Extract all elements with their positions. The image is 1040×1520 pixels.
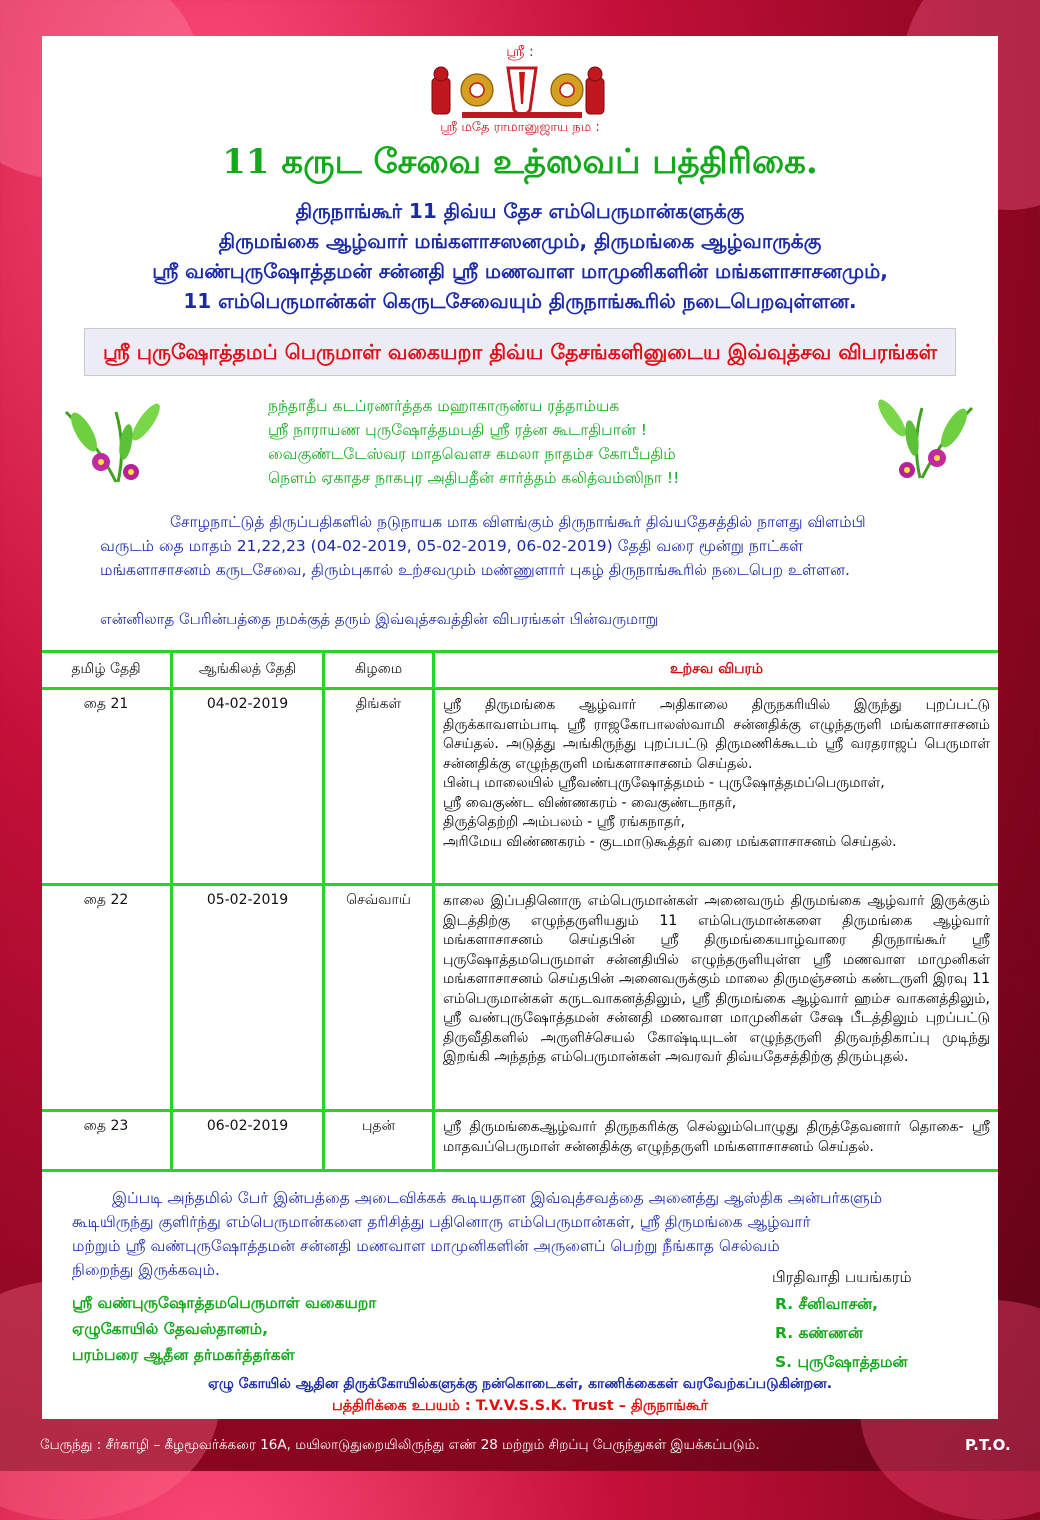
signature-line: ஸ்ரீ வண்புருஷோத்தமபெருமாள் வகையறா <box>72 1294 377 1312</box>
intro-line: 11 எம்பெருமான்கள் கெருடசேவையும் திருநாங்கூரில் நடைபெறவுள்ளன. <box>183 289 857 313</box>
table-header-row <box>42 652 998 689</box>
cell-details <box>434 1111 999 1171</box>
intro-line: ஸ்ரீ வண்புருஷோத்தமன் சன்னதி ஸ்ரீ மணவாள மாமுனிகளின் மங்களாசாசனமும், <box>152 259 888 283</box>
sponsor-note: பத்திரிக்கை உபயம் : T.V.V.S.S.K. Trust – திருநாங்கூர் <box>331 1398 709 1414</box>
schedule-table <box>42 650 998 1172</box>
paragraph-line: இப்படி அந்தமில் பேர் இன்பத்தை அடைவிக்கக் கூடியதான இவ்வுத்சவத்தை அனைத்து ஆஸ்திக அன்பர்களும் <box>112 1189 883 1207</box>
cell-day: புதன் <box>324 1111 434 1171</box>
intro-lines <box>42 196 998 316</box>
bus-info: பேருந்து : சீர்காழி – கீழமூவர்க்கரை 16A, மயிலாடுதுறையிலிருந்து எண் 28 மற்றும் சிறப்பு பேருந்துகள் இயக்கப்படும். <box>40 1437 760 1453</box>
sloka-line: வைகுண்டடேஸ்வர மாதவௌச கமலா நாதம்ச கோபீபதிம் <box>268 445 676 463</box>
pto-label: P.T.O. <box>965 1436 1011 1454</box>
cell-details <box>434 689 999 885</box>
details-text: ஸ்ரீ திருமங்கை ஆழ்வார் அதிகாலை திருநகரியில் இருந்து புறப்பட்டு திருக்காவளம்பாடி ஸ்ரீ ராஜகோபாலஸ்வாமி சன்னதிக்கு எழுந்தருளி மங்களாசாசனம் செய்தல். அடுத்து அங்கிருந்து புறப்பட்டு திருமணிக்கூடம் ஸ்ரீ வரதராஜப் பெருமாள் சன்னதிக்கு எழுந்தருளி மங்களாசாசனம் செய்தல். <box>443 697 990 772</box>
details-list-item: திருத்தெற்றி அம்பலம் - ஸ்ரீ ரங்கநாதர், <box>443 814 685 830</box>
details-text: ஸ்ரீ திருமங்கைஆழ்வார் திருநகரிக்கு செல்லும்பொழுது திருத்தேவனார் தொகை- ஸ்ரீ மாதவப்பெருமாள் சன்னதிக்கு எழுந்தருளி மங்களாசாசனம் செய்தல். <box>443 1119 990 1155</box>
details-list-item: பின்பு மாலையில் ஸ்ரீவண்புருஷோத்தமம் - புருஷோத்தமப்பெருமாள், <box>443 775 885 791</box>
signatory-title: பிரதிவாதி பயங்கரம் <box>772 1268 912 1286</box>
cell-english-date: 06-02-2019 <box>172 1111 324 1171</box>
invitation-card <box>42 36 998 1419</box>
announcement-paragraph <box>100 510 950 582</box>
header-english-date: ஆங்கிலத் தேதி <box>172 652 324 689</box>
sloka-line: நந்தாதீப கடப்ரணர்த்தக மஹாகாருண்ய ரத்தாம்யக <box>268 397 620 415</box>
donation-note: ஏழு கோயில் ஆதின திருக்கோயில்களுக்கு நன்கொடைகள், காணிக்கைகள் வரவேற்கப்படுகின்றன. <box>207 1376 833 1392</box>
cell-english-date: 04-02-2019 <box>172 689 324 885</box>
table-row <box>42 885 998 1111</box>
cell-english-date: 05-02-2019 <box>172 885 324 1111</box>
cell-day: செவ்வாய் <box>324 885 434 1111</box>
cell-details <box>434 885 999 1111</box>
paragraph-line: மங்களாசாசனம் கருடசேவை, திரும்புகால் உற்சவமும் மண்ணுளார் புகழ் திருநாங்கூரில் நடைபெற உள்ளன. <box>100 561 850 579</box>
cell-day: திங்கள் <box>324 689 434 885</box>
cell-tamil-date: தை 21 <box>42 689 172 885</box>
intro-line: திருநாங்கூர் 11 திவ்ய தேச எம்பெருமான்களுக்கு <box>295 199 745 223</box>
paragraph-line: வருடம் தை மாதம் 21,22,23 (04-02-2019, 05-02-2019, 06-02-2019) தேதி வரை மூன்று நாட்கள் <box>100 537 804 555</box>
signature-line: ஏழுகோயில் தேவஸ்தானம், <box>72 1320 268 1338</box>
table-row <box>42 689 998 885</box>
intro-line: திருமங்கை ஆழ்வார் மங்களாசஸனமும், திருமங்கை ஆழ்வாருக்கு <box>218 229 822 253</box>
details-text: காலை இப்பதினொரு எம்பெருமான்கள் அனைவரும் திருமங்கை ஆழ்வார் இருக்கும் இடத்திற்கு எழுந்தருளியதும் 11 எம்பெருமான்களை திருமங்கை ஆழ்வார் மங்களாசாசனம் செய்தபின் ஸ்ரீ திருமங்கையாழ்வாரை திருநாங்கூர் ஸ்ரீ புருஷோத்தமபெருமாள் சன்னதியில் எழுந்தருளியுள்ள ஸ்ரீ மணவாள மாமுனிகள் மங்களாசாசனம் செய்தபின் அனைவருக்கும் மாலை திருமஞ்சனம் கண்டருளி இரவு 11 எம்பெருமான்கள் கருடவாகனத்திலும், ஸ்ரீ திருமங்கை ஆழ்வார் ஹம்ச வாகனத்திலும், ஸ்ரீ வண்புருஷோத்தமன் சன்னதி மணவாள மாமுனிகள் சேஷ பீடத்திலும் புறப்பட்டு திருவீதிகளில் அருளிச்செயல் கோஷ்டியுடன் எழுந்தருளி திருவந்திகாப்பு முடிந்து இறங்கி அந்தந்த எம்பெருமான்கள் அவரவர் திவ்யதேசத்திற்கு திரும்புதல். <box>443 893 990 1065</box>
signature-organization <box>72 1290 376 1368</box>
flower-left-icon <box>56 392 176 492</box>
invocation: ஸ்ரீ மதே ராமானுஜாய நம : <box>440 120 600 135</box>
header-details: உற்சவ விபரம் <box>434 652 999 689</box>
cell-tamil-date: தை 23 <box>42 1111 172 1171</box>
header-day: கிழமை <box>324 652 434 689</box>
paragraph-line: சோழநாட்டுத் திருப்பதிகளில் நடுநாயக மாக விளங்கும் திருநாங்கூர் திவ்யதேசத்தில் நாளது விளம்பி <box>170 513 866 531</box>
signatory-name: S. புருஷோத்தமன் <box>775 1353 908 1371</box>
details-banner: ஸ்ரீ புருஷோத்தமப் பெருமாள் வகையறா திவ்ய தேசங்களினுடைய இவ்வுத்சவ விபரங்கள் <box>84 328 956 376</box>
page-title: 11 கருட சேவை உத்ஸவப் பத்திரிகை. <box>222 142 818 182</box>
sloka-line: நௌம் ஏகாதச நாகபுர அதிபதீன் சார்த்தம் கலித்வம்ஸிநா !! <box>268 469 680 487</box>
table-row <box>42 1111 998 1171</box>
deity-emblems-icon <box>422 64 622 122</box>
details-list-item: ஸ்ரீ வைகுண்ட விண்ணகரம் - வைகுண்டநாதர், <box>443 794 737 811</box>
sloka-line: ஸ்ரீ நாராயண புருஷோத்தமபதி ஸ்ரீ ரத்ன கூடாதிபான் ! <box>268 421 647 439</box>
signatory-name: R. கண்ணன் <box>775 1324 863 1342</box>
signatory-name: R. சீனிவாசன், <box>775 1295 879 1313</box>
paragraph-line: கூடியிருந்து குளிர்ந்து எம்பெருமான்களை தரிசித்து பதினொரு எம்பெருமான்கள், ஸ்ரீ திருமங்கை ஆழ்வார் <box>72 1213 811 1231</box>
details-list-item: அரிமேய விண்ணகரம் - குடமாடுகூத்தர் வரை மங்களாசாசனம் செய்தல். <box>443 833 897 850</box>
cell-tamil-date: தை 22 <box>42 885 172 1111</box>
sloka <box>268 394 788 490</box>
paragraph-line: மற்றும் ஸ்ரீ வண்புருஷோத்தமன் சன்னதி மணவாள மாமுனிகளின் அருளைப் பெற்று நீங்காத செல்வம் <box>72 1237 780 1255</box>
details-intro: என்னிலாத பேரின்பத்தை நமக்குத் தரும் இவ்வுத்சவத்தின் விபரங்கள் பின்வருமாறு <box>100 610 659 628</box>
flower-right-icon <box>862 388 982 488</box>
sri-heading: ஸ்ரீ : <box>506 44 534 60</box>
signature-line: பரம்பரை ஆதீன தர்மகர்த்தர்கள் <box>72 1346 295 1364</box>
signatory-names <box>775 1290 908 1377</box>
header-tamil-date: தமிழ் தேதி <box>42 652 172 689</box>
paragraph-line: நிறைந்து இருக்கவும். <box>72 1261 220 1279</box>
